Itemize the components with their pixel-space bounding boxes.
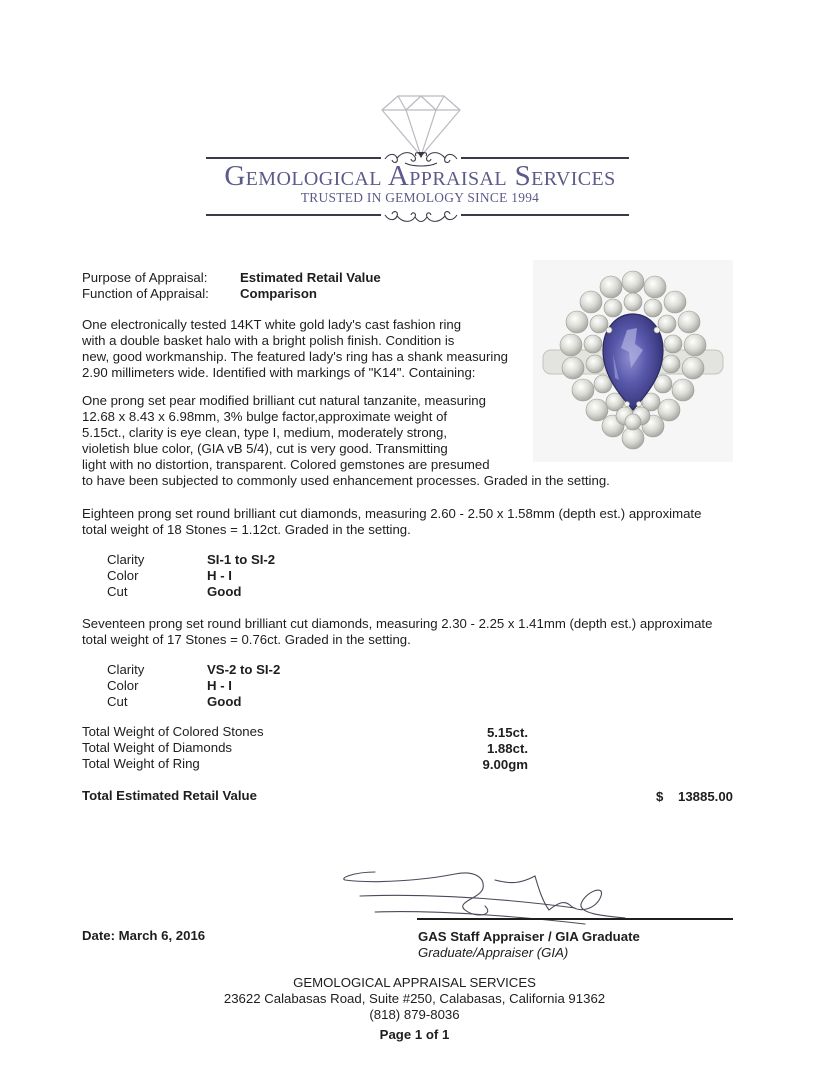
grade-label-color: Color (107, 568, 139, 583)
page-number: Page 1 of 1 (379, 1027, 450, 1042)
ring-description-line: with a double basket halo with a bright polish finish. Condition is (82, 333, 455, 348)
function-value: Comparison (240, 286, 317, 301)
total-diamonds-label: Total Weight of Diamonds (82, 740, 233, 755)
diamond-group-2-description (82, 616, 712, 648)
grade-value-clarity: SI-1 to SI-2 (207, 552, 276, 567)
grade-label-clarity: Clarity (107, 662, 145, 677)
grade-label-clarity: Clarity (107, 552, 145, 567)
purpose-value: Estimated Retail Value (240, 270, 381, 285)
diamond-description-line: Eighteen prong set round brilliant cut diamonds, measuring 2.60 - 2.50 x 1.58mm (depth est.) approximate (82, 506, 702, 521)
tanzanite-description-line: light with no distortion, transparent. Colored gemstones are presumed (82, 457, 490, 472)
currency-symbol: $ (656, 789, 664, 804)
tanzanite-description (82, 393, 610, 489)
grade-value-cut: Good (207, 584, 242, 599)
diamond-description-line: total weight of 18 Stones = 1.12ct. Graded in the setting. (82, 522, 411, 537)
grade-value-clarity: VS-2 to SI-2 (207, 662, 281, 677)
footer-address: 23622 Calabasas Road, Suite #250, Calabasas, California 91362 (223, 991, 606, 1006)
function-label: Function of Appraisal: (82, 286, 209, 301)
diamond-group-1-description (82, 506, 701, 538)
appraiser-title: GAS Staff Appraiser / GIA Graduate (418, 929, 640, 944)
total-ring-weight-value: 9.00gm (482, 757, 528, 772)
retail-value-amount: 13885.00 (677, 789, 733, 804)
footer-company: GEMOLOGICAL APPRAISAL SERVICES (293, 975, 536, 990)
total-diamonds-value: 1.88ct. (486, 741, 528, 756)
top-rule-left (206, 157, 381, 159)
grade-value-color: H - I (207, 568, 232, 583)
ring-description-line: new, good workmanship. The featured lady's ring has a shank measuring (82, 349, 508, 364)
grade-value-color: H - I (207, 678, 232, 693)
signature (335, 866, 635, 926)
bottom-rule-left (206, 214, 381, 216)
total-colored-stones-label: Total Weight of Colored Stones (82, 724, 264, 739)
purpose-label: Purpose of Appraisal: (82, 270, 208, 285)
diamond-description-line: total weight of 17 Stones = 0.76ct. Graded in the setting. (82, 632, 411, 647)
company-name: Gemological Appraisal Services (224, 160, 616, 192)
ring-description (82, 317, 508, 381)
footer-phone: (818) 879-8036 (369, 1007, 460, 1022)
ring-illustration (533, 260, 733, 462)
tanzanite-description-line: 5.15ct., clarity is eye clean, type I, medium, moderately strong, (82, 425, 448, 440)
tanzanite-description-line: to have been subjected to commonly used enhancement processes. Graded in the setting. (82, 473, 610, 488)
retail-value-label: Total Estimated Retail Value (82, 788, 257, 803)
tanzanite-description-line: One prong set pear modified brilliant cut natural tanzanite, measuring (82, 393, 486, 408)
ring-description-line: One electronically tested 14KT white gold lady's cast fashion ring (82, 317, 462, 332)
scroll-ornament-icon (381, 205, 461, 227)
grade-label-color: Color (107, 678, 139, 693)
tanzanite-description-line: violetish blue color, (GIA vB 5/4), cut is very good. Transmitting (82, 441, 448, 456)
bottom-rule-right (461, 214, 629, 216)
tanzanite-description-line: 12.68 x 8.43 x 6.98mm, 3% bulge factor,approximate weight of (82, 409, 448, 424)
ring-photo (533, 260, 733, 462)
grade-label-cut: Cut (107, 584, 128, 599)
grade-value-cut: Good (207, 694, 242, 709)
grade-label-cut: Cut (107, 694, 128, 709)
total-ring-weight-label: Total Weight of Ring (82, 756, 200, 771)
top-rule-right (461, 157, 629, 159)
appraiser-subtitle: Graduate/Appraiser (GIA) (418, 945, 569, 960)
company-tagline: TRUSTED IN GEMOLOGY SINCE 1994 (300, 190, 540, 205)
diamond-description-line: Seventeen prong set round brilliant cut diamonds, measuring 2.30 - 2.25 x 1.41mm (depth est.) approximate (82, 616, 713, 631)
ring-description-line: 2.90 millimeters wide. Identified with markings of "K14". Containing: (82, 365, 476, 380)
appraisal-date: Date: March 6, 2016 (82, 928, 206, 943)
signature-line (417, 918, 733, 920)
total-colored-stones-value: 5.15ct. (486, 725, 528, 740)
